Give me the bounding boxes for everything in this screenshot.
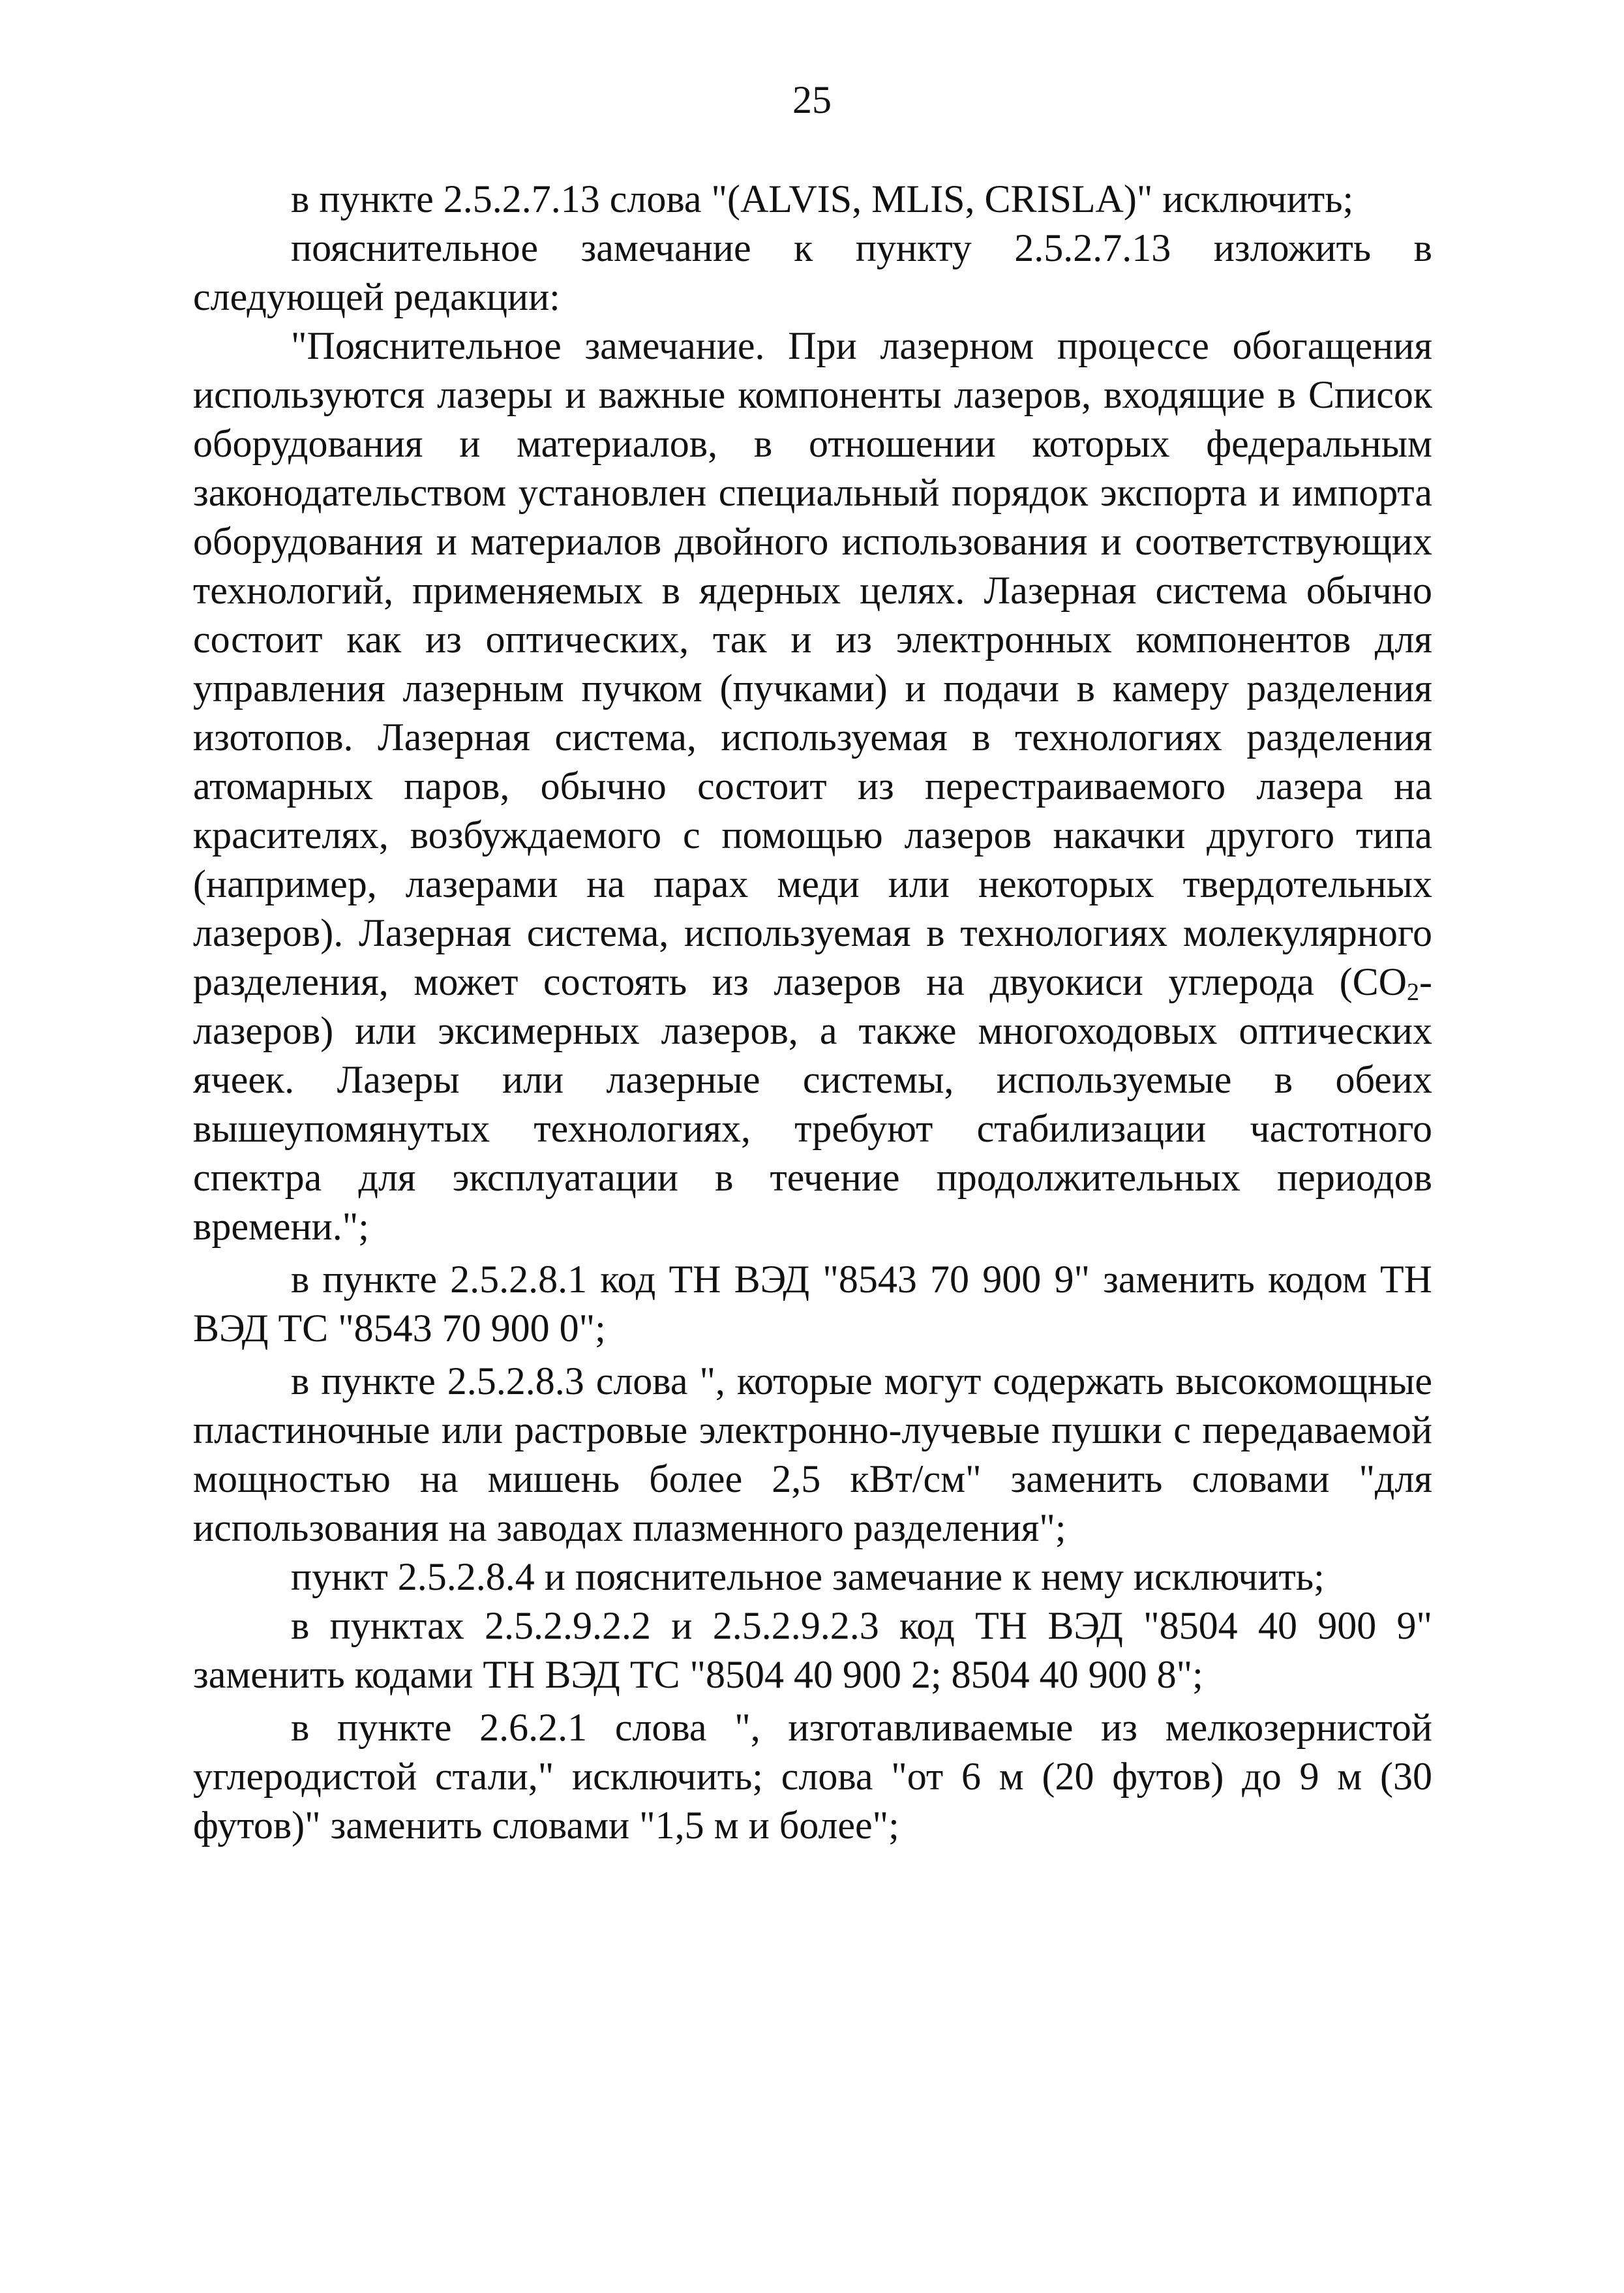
explanatory-note-text-part2: -лазеров) или эксимерных лазеров, а также многоходовых оптических ячеек. Лазеры или лазерные системы, используемые в обеих вышеупомянутых технологиях, требуют стабилизации частотного спектра для эксплуатации в течение продолжительных периодов времени."; (193, 960, 1432, 1248)
paragraph-amendment-2-5-2-7-13: в пункте 2.5.2.7.13 слова "(ALVIS, MLIS, CRISLA)" исключить; (291, 177, 1354, 220)
paragraph-amendment-2-5-2-8-1: в пункте 2.5.2.8.1 код ТН ВЭД "8543 70 900 9" заменить кодом ТН ВЭД ТС "8543 70 900 0"; (193, 1258, 1432, 1350)
document-body (193, 175, 1432, 1850)
paragraph-amendment-2-6-2-1: в пункте 2.6.2.1 слова ", изготавливаемые из мелкозернистой углеродистой стали," исключить; слова "от 6 м (20 футов) до 9 м (30 футов)" заменить словами "1,5 м и более"; (193, 1706, 1432, 1847)
explanatory-note-text-part1: "Пояснительное замечание. При лазерном процессе обогащения используются лазеры и важные компоненты лазеров, входящие в Список оборудования и материалов, в отношении которых федеральным законодательством установлен специальный порядок экспорта и импорта оборудования и материалов двойного использования и соответствующих технологий, применяемых в ядерных целях. Лазерная система обычно состоит как из оптических, так и из электронных компонентов для управления лазерным пучком (пучками) и подачи в камеру разделения изотопов. Лазерная система, используемая в технологиях разделения атомарных паров, обычно состоит из перестраиваемого лазера на красителях, возбуждаемого с помощью лазеров накачки другого типа (например, лазерами на парах меди или некоторых твердотельных лазеров). Лазерная система, используемая в технологиях молекулярного разделения, может состоять из лазеров на двуокиси углерода (CO (193, 324, 1432, 1003)
paragraph-amendment-2-5-2-9-2: в пунктах 2.5.2.9.2.2 и 2.5.2.9.2.3 код ТН ВЭД "8504 40 900 9" заменить кодами ТН ВЭД ТС "8504 40 900 2; 8504 40 900 8"; (193, 1604, 1432, 1696)
co2-subscript: 2 (1407, 979, 1420, 1006)
paragraph-note-edit-2-5-2-7-13: пояснительное замечание к пункту 2.5.2.7.13 изложить в следующей редакции: (193, 226, 1432, 318)
page-number: 25 (792, 78, 832, 121)
paragraph-amendment-2-5-2-8-3: в пункте 2.5.2.8.3 слова ", которые могут содержать высокомощные пластиночные или растровые электронно-лучевые пушки с передаваемой мощностью на мишень более 2,5 кВт/см" заменить словами "для использования на заводах плазменного разделения"; (193, 1359, 1432, 1549)
paragraph-explanatory-note-text (193, 322, 1432, 1251)
paragraph-amendment-2-5-2-8-4: пункт 2.5.2.8.4 и пояснительное замечание к нему исключить; (291, 1555, 1325, 1598)
